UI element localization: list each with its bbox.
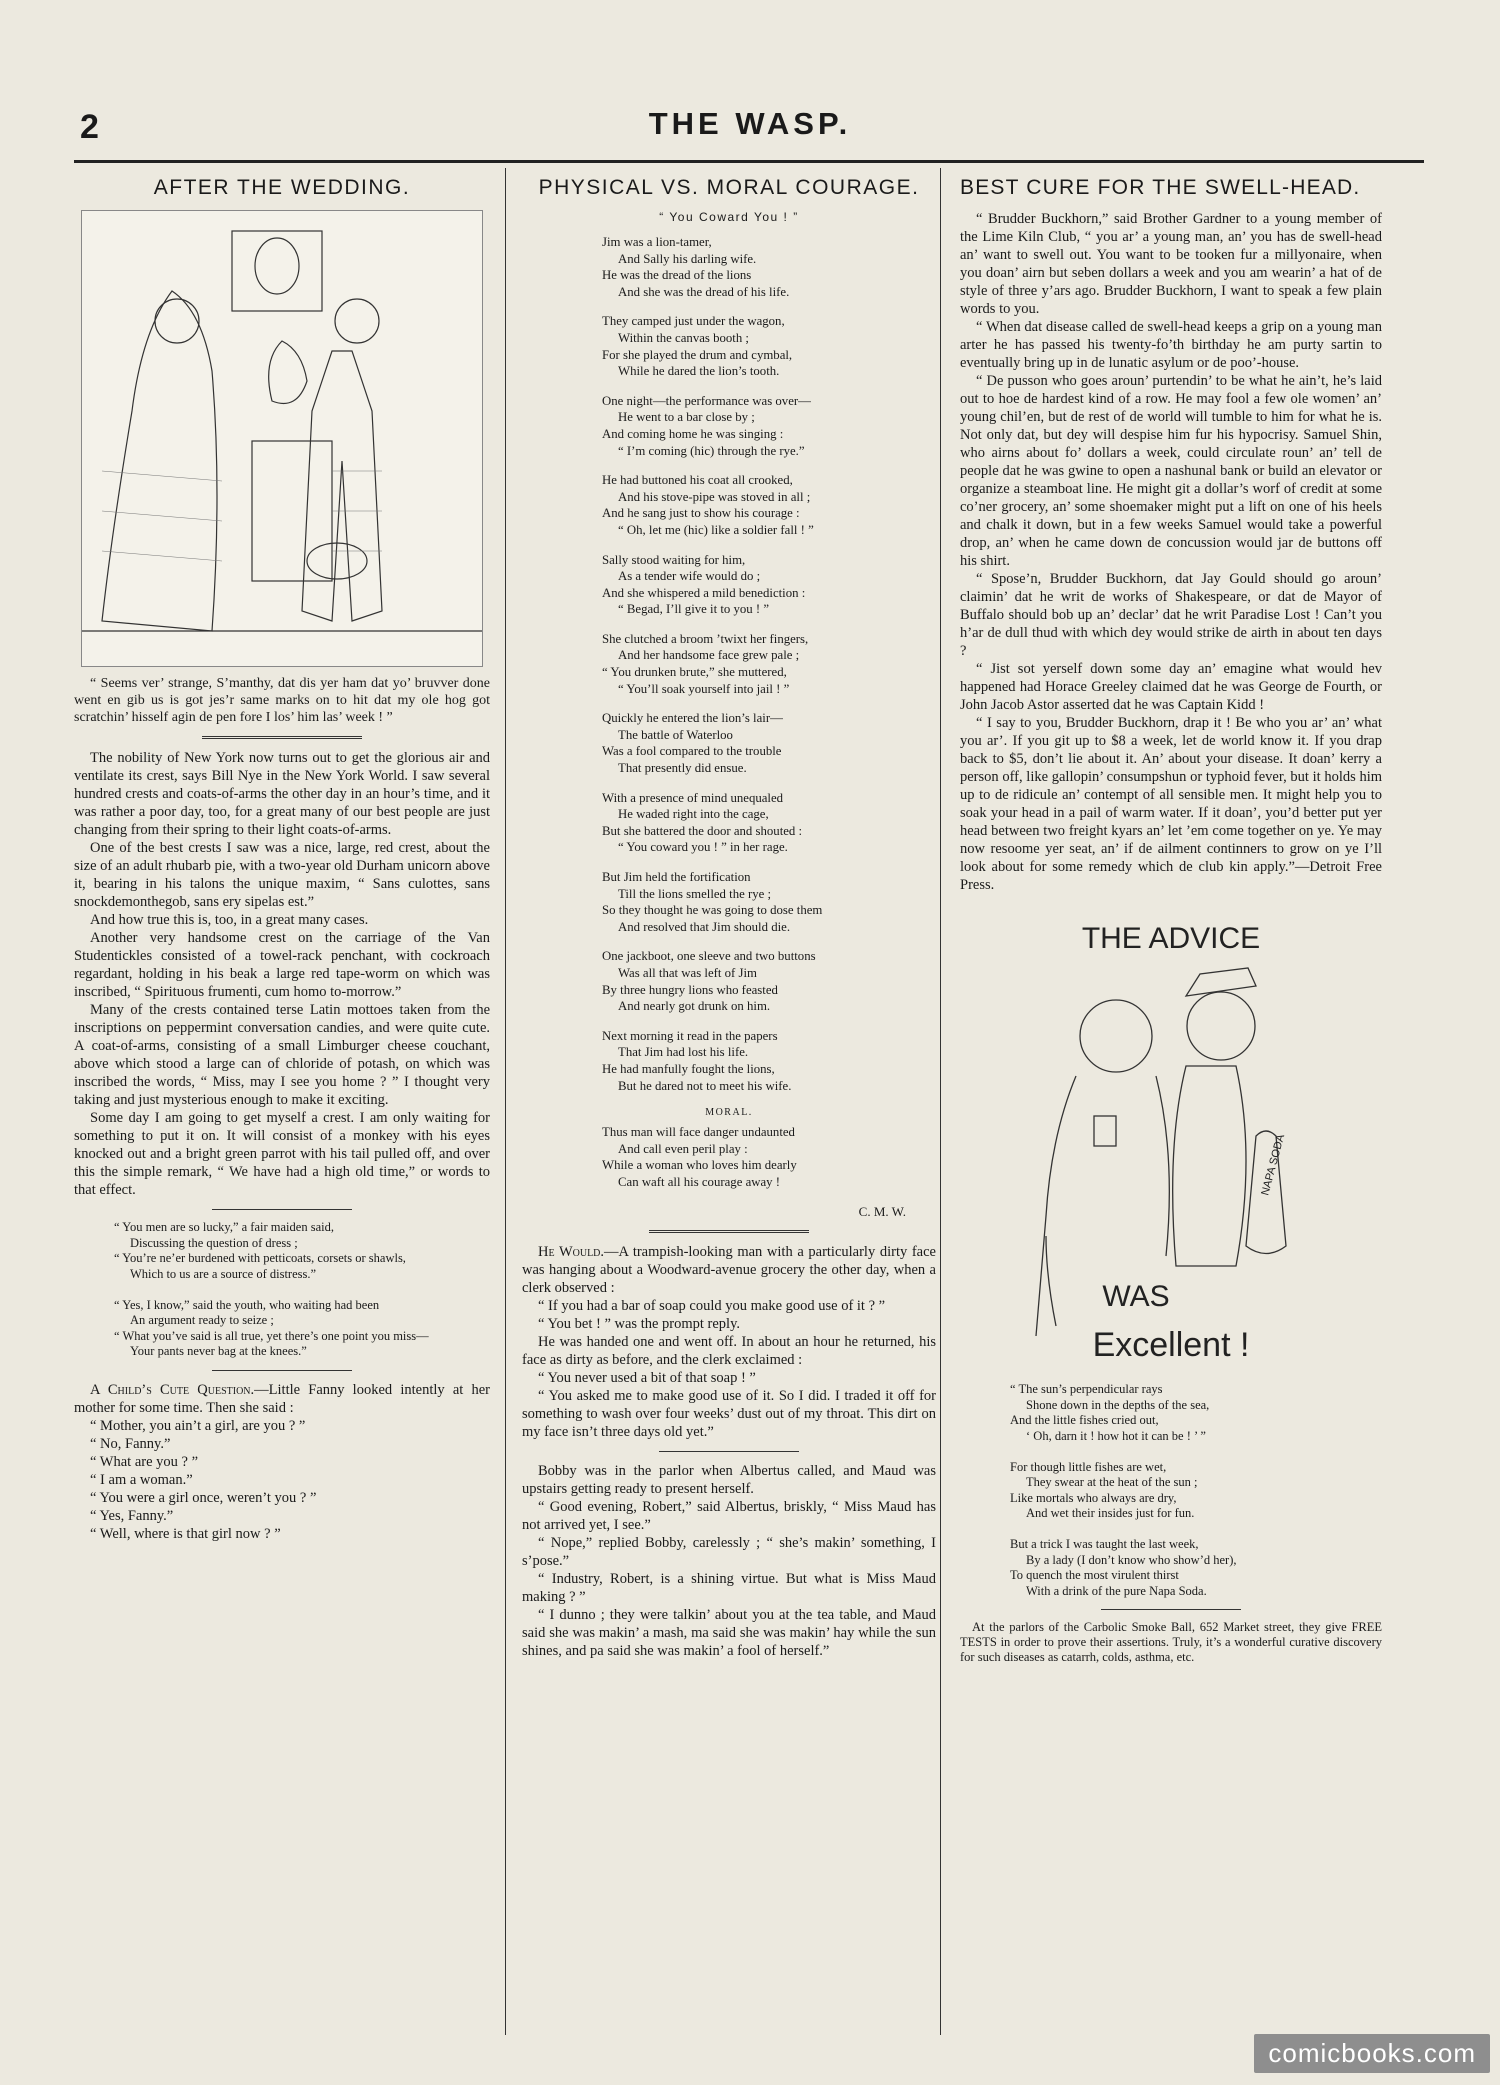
- dress-verse: [74, 1220, 490, 1360]
- he-would-lead: [522, 1243, 936, 1297]
- poem-stanza: [602, 1028, 936, 1094]
- verse-line: ‘ Oh, darn it ! how hot it can be ! ’ ”: [1026, 1428, 1206, 1443]
- verse-line: But a trick I was taught the last week,: [1010, 1537, 1199, 1551]
- paragraph: “ De pusson who goes aroun’ purtendin’ to be what he ain’t, he’s laid out to hoe de hardest kind of a row. He may fool a few ole women’ an’ young chil’en, but de rest of de world will tumble to him for what he is. Not only dat, but dey will despise him fur his hypocrisy. Samuel Shin, who airns about fo’ dollars a week, could circulate roun’ an’ tell de people dat he was gwine to open a nashunal bank or build an elevator or organize a steamboat line. He might git a dollar’s worf of credit at some co’ner grocery, an’ some shoemaker might put a lift on one of his heels and chalk it down, but in a few weeks Samuel would take a powerful drop, an’ when he came down de concussion would jar de buttons off his shirt.: [960, 373, 1382, 569]
- poem-stanza: [602, 948, 936, 1014]
- poem-line: Thus man will face danger undaunted: [602, 1125, 795, 1140]
- poem-line: While a woman who loves him dearly: [602, 1158, 797, 1173]
- verse-line: [114, 1282, 490, 1298]
- advice-cartoon: [1006, 906, 1336, 1376]
- column-one: [74, 168, 500, 2030]
- poem-line: One night—the performance was over—: [602, 393, 811, 408]
- poem-line: And resolved that Jim should die.: [618, 919, 791, 934]
- masthead: THE WASP.: [648, 106, 852, 141]
- paragraph: “ Jist sot yerself down some day an’ emagine what would hev happened had Horace Greeley claimed dat he was George de Fourth, or John Jacob Astor asserted dat he was Captain Kidd !: [960, 661, 1382, 713]
- poem-line: He had manfully fought the lions,: [602, 1061, 775, 1076]
- separator: [1101, 1609, 1241, 1610]
- dialogue-line: “ You were a girl once, weren’t you ? ”: [90, 1489, 317, 1506]
- page-number: 2: [80, 108, 99, 146]
- child-question-lead: [74, 1381, 490, 1417]
- poem-line: But Jim held the fortification: [602, 870, 751, 884]
- poem-line: He waded right into the cage,: [618, 807, 769, 822]
- verse-line: An argument ready to seize ;: [130, 1313, 274, 1327]
- poem-stanza: [602, 313, 936, 379]
- poem-line: “ You drunken brute,” she muttered,: [602, 665, 787, 680]
- lion-tamer-poem: [522, 234, 936, 1094]
- poem-stanza: [602, 393, 936, 459]
- poem-line: Till the lions smelled the rye ;: [618, 886, 772, 901]
- poem-line: “ You coward you ! ” in her rage.: [618, 840, 788, 855]
- verse-line: [1010, 1444, 1382, 1460]
- dialogue-line: “ Yes, Fanny.”: [90, 1507, 174, 1524]
- swell-head-article: [960, 210, 1382, 894]
- dialogue-line: “ Nope,” replied Bobby, carelessly ; “ she’s makin’ something, I s’pose.”: [522, 1534, 936, 1569]
- cartoon-was: WAS: [1102, 1280, 1170, 1313]
- poem-line: One jackboot, one sleeve and two buttons: [602, 949, 816, 964]
- poem-line: And she was the dread of his life.: [618, 284, 790, 299]
- child-question-article: [74, 1381, 490, 1543]
- bobby-article: [522, 1462, 936, 1660]
- verse-line: And the little fishes cried out,: [1010, 1413, 1159, 1427]
- poem-line: So they thought he was going to dose them: [602, 903, 823, 918]
- poem-line: Jim was a lion-tamer,: [602, 235, 712, 249]
- dialogue-line: “ Mother, you ain’t a girl, are you ? ”: [90, 1417, 306, 1434]
- verse-line: And wet their insides just for fun.: [1026, 1506, 1195, 1520]
- poem-line: And she whispered a mild benediction :: [602, 585, 806, 600]
- poem-line: She clutched a broom ’twixt her fingers,: [602, 631, 809, 646]
- paragraph: Many of the crests contained terse Latin mottoes taken from the inscriptions on peppermint conversation candies, and were quite cute. A coat-of-arms, consisting of a small Limburger cheese couchant, above which stood a large can of chloride of potash, on which was inscribed the words, “ Miss, may I see you home ? ” I thought very taking and just mysterious enough to make it exciting.: [74, 1002, 490, 1108]
- poem-line: And Sally his darling wife.: [618, 251, 757, 266]
- poem-line: And his stove-pipe was stoved in all ;: [618, 489, 811, 504]
- poem-line: And he sang just to show his courage :: [602, 506, 800, 521]
- he-would-article: [522, 1243, 936, 1441]
- separator: [659, 1451, 799, 1452]
- poem-line: By three hungry lions who feasted: [602, 982, 778, 997]
- poem-line: Was all that was left of Jim: [618, 965, 757, 980]
- paragraph: Some day I am going to get myself a crest. I am only waiting for something to put it on. It will consist of a monkey with his eyes knocked out and a bright green parrot with his tail pulled off, and over this the simple remark, “ We have had a high old time,” or words to that effect.: [74, 1110, 490, 1198]
- moral-stanza: [602, 1124, 936, 1190]
- verse-line: “ Yes, I know,” said the youth, who waiting had been: [114, 1297, 380, 1312]
- poem-line: That presently did ensue.: [618, 761, 747, 776]
- verse-line: By a lady (I don’t know who show’d her),: [1026, 1552, 1237, 1567]
- smoke-ball-advert: At the parlors of the Carbolic Smoke Ball, 652 Market street, they give FREE TESTS in order to prove their assertions. Truly, it’s a wonderful curative discovery for such diseases as catarrh, colds, asthma, etc.: [960, 1620, 1382, 1664]
- poem-line: Within the canvas booth ;: [618, 330, 749, 345]
- poem-stanza: [602, 869, 936, 935]
- verse-line: Your pants never bag at the knees.”: [130, 1344, 307, 1358]
- he-would-title: He Would.: [538, 1243, 605, 1260]
- poem-line: Sally stood waiting for him,: [602, 552, 746, 567]
- poem-line: But she battered the door and shouted :: [602, 823, 803, 838]
- poem-signature: C. M. W.: [858, 1203, 906, 1219]
- paragraph: “ When dat disease called de swell-head keeps a grip on a young man arter he has passed his twenty-fo’th birthday he am purty sartin to eventually bring up in de lunatic asylum or de poo’-house.: [960, 319, 1382, 371]
- moral-label: MORAL.: [705, 1107, 753, 1119]
- poem-line: As a tender wife would do ;: [618, 569, 761, 584]
- dialogue-line: “ If you had a bar of soap could you make good use of it ? ”: [538, 1297, 886, 1314]
- separator: [212, 1370, 352, 1371]
- separator: [649, 1230, 809, 1233]
- poem-line: Was a fool compared to the trouble: [602, 744, 782, 759]
- child-question-title: A Child’s Cute Question.: [90, 1381, 255, 1398]
- poem-line: He went to a bar close by ;: [618, 410, 755, 425]
- poem-stanza: [602, 552, 936, 618]
- separator: [212, 1209, 352, 1210]
- bottle-label: NAPA SODA: [1259, 1133, 1288, 1197]
- paragraph: One of the best crests I saw was a nice, large, red crest, about the size of an adult rhubarb pie, with a two-year old Durham unicorn above it, bearing in his talons the unique maxim, “ Sans culottes, sans snockdemonthegob, sans ery sipelas est.”: [74, 840, 490, 910]
- verse-line: “ You’re ne’er burdened with petticoats, corsets or shawls,: [114, 1251, 406, 1265]
- illustration-caption: “ Seems ver’ strange, S’manthy, dat dis yer ham dat yo’ bruvver done went en gib us is got jes’r same marks on to hit dat my ole hog got scratchin’ hisself agin de pen fore I los’ him las’ week ! ”: [74, 676, 490, 725]
- poem-line: The battle of Waterloo: [618, 727, 733, 742]
- poem-line: “ I’m coming (hic) through the rye.”: [618, 443, 805, 458]
- verse-line: [1010, 1522, 1382, 1538]
- dialogue-line: Bobby was in the parlor when Albertus called, and Maud was upstairs getting ready to present herself.: [522, 1462, 936, 1497]
- poem-stanza: [602, 234, 936, 300]
- he-would-text: —A trampish-looking man with a particularly dirty face was hanging about a Woodward-avenue grocery the other day, when a clerk observed :: [522, 1243, 936, 1296]
- verse-line: “ What you’ve said is all true, yet there’s one point you miss—: [114, 1328, 429, 1343]
- header-rule: [74, 160, 1424, 163]
- poem-line: For she played the drum and cymbal,: [602, 347, 793, 362]
- dialogue-line: “ What are you ? ”: [90, 1453, 199, 1470]
- verse-line: Like mortals who always are dry,: [1010, 1490, 1177, 1505]
- verse-line: With a drink of the pure Napa Soda.: [1026, 1583, 1207, 1598]
- cartoon-title: THE ADVICE: [1081, 922, 1261, 955]
- dialogue-line: “ I dunno ; they were talkin’ about you at the tea table, and Maud said she was makin’ a mash, ma said she was makin’ hay while the sun shines, and pa said she was makin’ a fool of herself.”: [522, 1606, 936, 1659]
- dialogue-line: “ You never used a bit of that soap ! ”: [538, 1369, 756, 1386]
- poem-stanza: [602, 710, 936, 776]
- poem-line: “ Oh, let me (hic) like a soldier fall ! ”: [618, 522, 814, 537]
- column-two: [514, 168, 944, 2030]
- crest-article: [74, 749, 490, 1199]
- column-divider: [505, 168, 506, 2035]
- poem-line: They camped just under the wagon,: [602, 314, 785, 329]
- poem-line: With a presence of mind unequaled: [602, 790, 784, 805]
- verse-line: To quench the most virulent thirst: [1010, 1568, 1179, 1582]
- verse-line: They swear at the heat of the sun ;: [1026, 1475, 1198, 1489]
- verse-line: Discussing the question of dress ;: [130, 1235, 298, 1250]
- paragraph: “ I say to you, Brudder Buckhorn, drap it ! Be who you ar’ an’ what you ar’. If you git up to $8 a week, let de world know it. If you drap back to $5, don’t lie about it. An’ about your disease. It doan’ kerry a person off, like gallopin’ consumpshun or typhoid fever, but it holds him up to de ridicule an’ contempt of all sensible men. It might help you to soak your head in a pail of warm water. If it doan’, you’d better put yer head between two freight kyars an’ let ’em come together on ye. Ye may now resoome yer seat, an’ if de ailment continners to grow on ye I’ll look about for some remedy which de club kin apply.”—Detroit Free Press.: [960, 715, 1382, 893]
- poem-line: “ Begad, I’ll give it to you ! ”: [618, 602, 770, 617]
- verse-line: “ The sun’s perpendicular rays: [1010, 1382, 1163, 1396]
- dialogue-line: “ You asked me to make good use of it. So I did. I traded it off for something to wash over four weeks’ dust out of my throat. This dirt on my face isn’t three days old yet.”: [522, 1387, 936, 1440]
- wedding-illustration: [81, 210, 483, 667]
- poem-line: And nearly got drunk on him.: [618, 999, 771, 1014]
- dialogue-line: “ Well, where is that girl now ? ”: [90, 1525, 281, 1542]
- dialogue-line: “ No, Fanny.”: [90, 1435, 171, 1452]
- poem-line: Can waft all his courage away !: [618, 1174, 781, 1189]
- article-title: PHYSICAL VS. MORAL COURAGE.: [538, 176, 920, 199]
- verse-line: Which to us are a source of distress.”: [130, 1266, 317, 1281]
- poem-line: And coming home he was singing :: [602, 426, 784, 441]
- paragraph: “ Spose’n, Brudder Buckhorn, dat Jay Gould should go aroun’ claimin’ dat he writ de works of Shakespeare, or dat de Mayor of Buffalo should bob up an’ declar’ dat he writ Paradise Lost ! Can’t you h’ar de dull thud with which dey would strike de airth in about ten days ?: [960, 571, 1382, 659]
- poem-line: But he dared not to meet his wife.: [618, 1078, 792, 1093]
- paragraph: “ Brudder Buckhorn,” said Brother Gardner to a young member of the Lime Kiln Club, “ you ar’ a young man, an’ you has de swell-head an’ want to swell out. You want to be tooken fur a millyonaire, when you doan’ airn but seben dollars a week and you am wearin’ a hat of de style of three y’ars ago. Brudder Buckhorn, I want to speak a few plain words to you.: [960, 211, 1382, 317]
- poem-line: While he dared the lion’s tooth.: [618, 364, 780, 379]
- article-title: AFTER THE WEDDING.: [153, 176, 411, 199]
- paragraph: Another very handsome crest on the carriage of the Van Studentickles consisted of a towel-rack penchant, with cockroach regardant, holding in his beak a large red tape-worm on which was inscribed, “ Spirituous frumenti, cum homo to-morrow.”: [74, 930, 490, 1000]
- poem-stanza: [602, 790, 936, 856]
- dialogue-line: “ You bet ! ” was the prompt reply.: [538, 1315, 741, 1332]
- poem-line: Quickly he entered the lion’s lair—: [602, 711, 783, 726]
- poem-line: And call even peril play :: [618, 1141, 748, 1156]
- child-question-text: —Little Fanny looked intently at her mother for some time. Then she said :: [74, 1381, 490, 1416]
- dialogue-line: “ Good evening, Robert,” said Albertus, briskly, “ Miss Maud has not arrived yet, I see.”: [522, 1498, 936, 1533]
- column-three: [952, 168, 1382, 2030]
- dialogue-line: “ Industry, Robert, is a shining virtue. But what is Miss Maud making ? ”: [522, 1570, 936, 1605]
- poem-line: He had buttoned his coat all crooked,: [602, 473, 793, 488]
- verse-line: “ You men are so lucky,” a fair maiden said,: [114, 1220, 334, 1234]
- poem-line: Next morning it read in the papers: [602, 1028, 778, 1043]
- verse-line: For though little fishes are wet,: [1010, 1459, 1167, 1474]
- poem-line: “ You’ll soak yourself into jail ! ”: [618, 681, 790, 696]
- poem-subtitle: “ You Coward You ! ”: [659, 210, 799, 224]
- article-title: BEST CURE FOR THE SWELL-HEAD.: [960, 176, 1361, 199]
- dialogue-line: He was handed one and went off. In about an hour he returned, his face as dirty as before, and the clerk exclaimed :: [522, 1333, 936, 1368]
- separator: [202, 736, 362, 739]
- poem-stanza: [602, 631, 936, 697]
- poem-line: That Jim had lost his life.: [618, 1045, 749, 1060]
- poem-stanza: [602, 472, 936, 538]
- paragraph: The nobility of New York now turns out to get the glorious air and ventilate its crest, says Bill Nye in the New York World. I saw several hundred crests and coats-of-arms the other day in an hour’s time, and it was rather a poor day, too, for a great many of our best people are just changing from their spring to their light coats-of-arms.: [74, 750, 490, 838]
- cartoon-excellent: Excellent !: [1092, 1326, 1250, 1364]
- verse-line: Shone down in the depths of the sea,: [1026, 1397, 1210, 1412]
- poem-line: And her handsome face grew pale ;: [618, 648, 800, 663]
- paragraph: And how true this is, too, in a great many cases.: [90, 912, 369, 928]
- poem-line: He was the dread of the lions: [602, 268, 752, 283]
- watermark: comicbooks.com: [1254, 2034, 1490, 2073]
- napa-soda-verse: [960, 1382, 1382, 1599]
- dialogue-line: “ I am a woman.”: [90, 1471, 193, 1488]
